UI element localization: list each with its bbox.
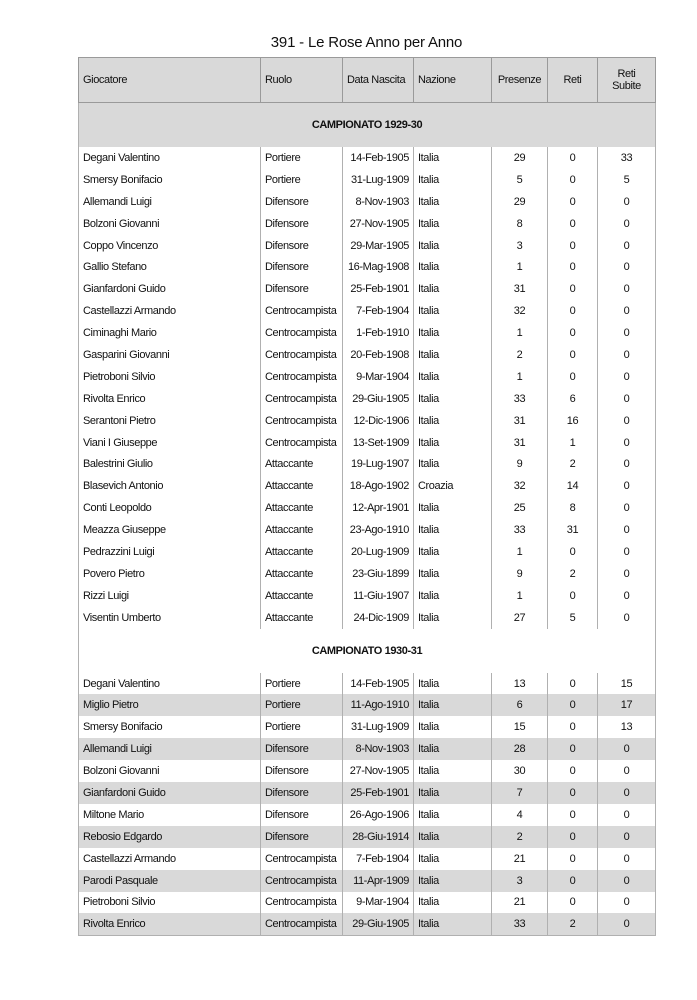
cell-giocatore: Castellazzi Armando bbox=[79, 848, 261, 870]
cell-reti-subite: 0 bbox=[598, 563, 656, 585]
cell-ruolo: Centrocampista bbox=[261, 913, 343, 935]
cell-reti-subite: 0 bbox=[598, 541, 656, 563]
cell-data-nascita: 14-Feb-1905 bbox=[343, 147, 414, 169]
cell-nazione: Italia bbox=[414, 782, 492, 804]
table-row bbox=[79, 607, 656, 629]
cell-giocatore: Smersy Bonifacio bbox=[79, 716, 261, 738]
cell-reti: 16 bbox=[548, 410, 598, 432]
cell-giocatore: Povero Pietro bbox=[79, 563, 261, 585]
cell-presenze: 1 bbox=[492, 256, 548, 278]
cell-ruolo: Attaccante bbox=[261, 563, 343, 585]
cell-nazione: Italia bbox=[414, 453, 492, 475]
cell-presenze: 6 bbox=[492, 694, 548, 716]
cell-presenze: 8 bbox=[492, 213, 548, 235]
cell-data-nascita: 25-Feb-1901 bbox=[343, 278, 414, 300]
cell-nazione: Italia bbox=[414, 169, 492, 191]
cell-nazione: Italia bbox=[414, 278, 492, 300]
cell-presenze: 32 bbox=[492, 475, 548, 497]
cell-reti: 0 bbox=[548, 366, 598, 388]
cell-nazione: Italia bbox=[414, 322, 492, 344]
table-row bbox=[79, 716, 656, 738]
cell-reti-subite: 13 bbox=[598, 716, 656, 738]
table-row bbox=[79, 191, 656, 213]
cell-reti-subite: 33 bbox=[598, 147, 656, 169]
cell-reti: 0 bbox=[548, 826, 598, 848]
cell-reti: 0 bbox=[548, 147, 598, 169]
cell-ruolo: Difensore bbox=[261, 782, 343, 804]
cell-ruolo: Difensore bbox=[261, 235, 343, 257]
cell-reti-subite: 0 bbox=[598, 738, 656, 760]
cell-giocatore: Rivolta Enrico bbox=[79, 913, 261, 935]
cell-nazione: Italia bbox=[414, 366, 492, 388]
cell-nazione: Italia bbox=[414, 256, 492, 278]
cell-reti-subite: 0 bbox=[598, 870, 656, 892]
cell-ruolo: Difensore bbox=[261, 738, 343, 760]
cell-reti: 0 bbox=[548, 760, 598, 782]
table-row bbox=[79, 147, 656, 169]
cell-giocatore: Allemandi Luigi bbox=[79, 191, 261, 213]
cell-reti-subite: 0 bbox=[598, 497, 656, 519]
cell-nazione: Italia bbox=[414, 235, 492, 257]
cell-giocatore: Blasevich Antonio bbox=[79, 475, 261, 497]
cell-data-nascita: 9-Mar-1904 bbox=[343, 892, 414, 914]
cell-ruolo: Centrocampista bbox=[261, 848, 343, 870]
cell-giocatore: Degani Valentino bbox=[79, 147, 261, 169]
cell-ruolo: Portiere bbox=[261, 147, 343, 169]
cell-reti: 5 bbox=[548, 607, 598, 629]
cell-data-nascita: 11-Giu-1907 bbox=[343, 585, 414, 607]
cell-reti-subite: 0 bbox=[598, 410, 656, 432]
cell-presenze: 9 bbox=[492, 453, 548, 475]
cell-ruolo: Portiere bbox=[261, 716, 343, 738]
table-row bbox=[79, 585, 656, 607]
cell-giocatore: Pietroboni Silvio bbox=[79, 892, 261, 914]
cell-giocatore: Serantoni Pietro bbox=[79, 410, 261, 432]
table-row bbox=[79, 256, 656, 278]
cell-reti: 0 bbox=[548, 673, 598, 695]
cell-data-nascita: 29-Giu-1905 bbox=[343, 913, 414, 935]
cell-data-nascita: 29-Mar-1905 bbox=[343, 235, 414, 257]
cell-data-nascita: 7-Feb-1904 bbox=[343, 300, 414, 322]
table-row bbox=[79, 278, 656, 300]
cell-giocatore: Gianfardoni Guido bbox=[79, 278, 261, 300]
cell-reti: 0 bbox=[548, 300, 598, 322]
table-row bbox=[79, 344, 656, 366]
cell-reti-subite: 0 bbox=[598, 432, 656, 454]
cell-presenze: 29 bbox=[492, 191, 548, 213]
table-row bbox=[79, 673, 656, 695]
cell-presenze: 31 bbox=[492, 432, 548, 454]
cell-ruolo: Difensore bbox=[261, 191, 343, 213]
cell-nazione: Italia bbox=[414, 892, 492, 914]
cell-ruolo: Difensore bbox=[261, 278, 343, 300]
cell-giocatore: Miglio Pietro bbox=[79, 694, 261, 716]
cell-reti-subite: 0 bbox=[598, 366, 656, 388]
cell-reti-subite: 0 bbox=[598, 191, 656, 213]
cell-data-nascita: 20-Lug-1909 bbox=[343, 541, 414, 563]
cell-nazione: Italia bbox=[414, 585, 492, 607]
table-row bbox=[79, 475, 656, 497]
cell-giocatore: Balestrini Giulio bbox=[79, 453, 261, 475]
table-row bbox=[79, 738, 656, 760]
cell-presenze: 33 bbox=[492, 388, 548, 410]
cell-reti-subite: 0 bbox=[598, 585, 656, 607]
header-reti: Reti bbox=[548, 58, 598, 103]
cell-data-nascita: 29-Giu-1905 bbox=[343, 388, 414, 410]
cell-data-nascita: 8-Nov-1903 bbox=[343, 191, 414, 213]
cell-nazione: Italia bbox=[414, 760, 492, 782]
cell-giocatore: Coppo Vincenzo bbox=[79, 235, 261, 257]
cell-ruolo: Attaccante bbox=[261, 453, 343, 475]
cell-reti-subite: 5 bbox=[598, 169, 656, 191]
cell-data-nascita: 9-Mar-1904 bbox=[343, 366, 414, 388]
cell-reti: 0 bbox=[548, 169, 598, 191]
cell-presenze: 1 bbox=[492, 322, 548, 344]
cell-ruolo: Centrocampista bbox=[261, 388, 343, 410]
cell-ruolo: Portiere bbox=[261, 694, 343, 716]
cell-reti: 2 bbox=[548, 563, 598, 585]
season-header-row bbox=[79, 103, 656, 148]
table-row bbox=[79, 410, 656, 432]
season-title: CAMPIONATO 1929-30 bbox=[79, 103, 656, 148]
cell-reti: 0 bbox=[548, 870, 598, 892]
cell-presenze: 5 bbox=[492, 169, 548, 191]
page-title: 391 - Le Rose Anno per Anno bbox=[270, 34, 463, 51]
header-nazione: Nazione bbox=[414, 58, 492, 103]
cell-giocatore: Ciminaghi Mario bbox=[79, 322, 261, 344]
table-header-row bbox=[79, 58, 656, 103]
cell-nazione: Italia bbox=[414, 497, 492, 519]
cell-reti-subite: 0 bbox=[598, 213, 656, 235]
cell-nazione: Italia bbox=[414, 344, 492, 366]
cell-data-nascita: 31-Lug-1909 bbox=[343, 716, 414, 738]
cell-giocatore: Rivolta Enrico bbox=[79, 388, 261, 410]
cell-reti: 0 bbox=[548, 848, 598, 870]
cell-giocatore: Meazza Giuseppe bbox=[79, 519, 261, 541]
cell-giocatore: Gasparini Giovanni bbox=[79, 344, 261, 366]
cell-data-nascita: 27-Nov-1905 bbox=[343, 213, 414, 235]
cell-nazione: Italia bbox=[414, 300, 492, 322]
cell-data-nascita: 20-Feb-1908 bbox=[343, 344, 414, 366]
cell-ruolo: Centrocampista bbox=[261, 366, 343, 388]
cell-data-nascita: 7-Feb-1904 bbox=[343, 848, 414, 870]
cell-reti-subite: 0 bbox=[598, 913, 656, 935]
cell-ruolo: Centrocampista bbox=[261, 410, 343, 432]
cell-giocatore: Degani Valentino bbox=[79, 673, 261, 695]
cell-giocatore: Miltone Mario bbox=[79, 804, 261, 826]
cell-reti-subite: 0 bbox=[598, 607, 656, 629]
table-row bbox=[79, 235, 656, 257]
cell-presenze: 31 bbox=[492, 278, 548, 300]
cell-ruolo: Attaccante bbox=[261, 475, 343, 497]
cell-ruolo: Difensore bbox=[261, 256, 343, 278]
cell-reti: 0 bbox=[548, 256, 598, 278]
cell-giocatore: Allemandi Luigi bbox=[79, 738, 261, 760]
cell-reti: 8 bbox=[548, 497, 598, 519]
cell-presenze: 2 bbox=[492, 344, 548, 366]
cell-nazione: Italia bbox=[414, 147, 492, 169]
season-title: CAMPIONATO 1930-31 bbox=[79, 629, 656, 673]
cell-data-nascita: 26-Ago-1906 bbox=[343, 804, 414, 826]
cell-giocatore: Rizzi Luigi bbox=[79, 585, 261, 607]
cell-nazione: Italia bbox=[414, 607, 492, 629]
header-data-nascita: Data Nascita bbox=[343, 58, 414, 103]
cell-presenze: 4 bbox=[492, 804, 548, 826]
cell-presenze: 1 bbox=[492, 541, 548, 563]
cell-presenze: 31 bbox=[492, 410, 548, 432]
cell-reti-subite: 17 bbox=[598, 694, 656, 716]
table-row bbox=[79, 213, 656, 235]
table-row bbox=[79, 300, 656, 322]
cell-reti: 0 bbox=[548, 694, 598, 716]
cell-reti-subite: 0 bbox=[598, 848, 656, 870]
cell-data-nascita: 11-Apr-1909 bbox=[343, 870, 414, 892]
cell-nazione: Italia bbox=[414, 848, 492, 870]
cell-presenze: 29 bbox=[492, 147, 548, 169]
cell-giocatore: Parodi Pasquale bbox=[79, 870, 261, 892]
cell-reti: 1 bbox=[548, 432, 598, 454]
cell-data-nascita: 25-Feb-1901 bbox=[343, 782, 414, 804]
cell-reti: 0 bbox=[548, 278, 598, 300]
cell-nazione: Italia bbox=[414, 913, 492, 935]
table-row bbox=[79, 519, 656, 541]
cell-presenze: 27 bbox=[492, 607, 548, 629]
cell-giocatore: Bolzoni Giovanni bbox=[79, 760, 261, 782]
cell-presenze: 3 bbox=[492, 235, 548, 257]
table-row bbox=[79, 388, 656, 410]
cell-giocatore: Rebosio Edgardo bbox=[79, 826, 261, 848]
cell-data-nascita: 18-Ago-1902 bbox=[343, 475, 414, 497]
cell-data-nascita: 12-Apr-1901 bbox=[343, 497, 414, 519]
cell-data-nascita: 19-Lug-1907 bbox=[343, 453, 414, 475]
cell-reti: 0 bbox=[548, 213, 598, 235]
cell-reti-subite: 0 bbox=[598, 760, 656, 782]
cell-ruolo: Difensore bbox=[261, 804, 343, 826]
cell-giocatore: Gianfardoni Guido bbox=[79, 782, 261, 804]
table-row bbox=[79, 453, 656, 475]
cell-reti-subite: 0 bbox=[598, 475, 656, 497]
header-ruolo: Ruolo bbox=[261, 58, 343, 103]
header-giocatore: Giocatore bbox=[79, 58, 261, 103]
cell-reti-subite: 0 bbox=[598, 804, 656, 826]
season-header-row bbox=[79, 629, 656, 673]
cell-data-nascita: 23-Ago-1910 bbox=[343, 519, 414, 541]
cell-data-nascita: 13-Set-1909 bbox=[343, 432, 414, 454]
cell-nazione: Italia bbox=[414, 738, 492, 760]
table-row bbox=[79, 826, 656, 848]
cell-presenze: 13 bbox=[492, 673, 548, 695]
cell-nazione: Italia bbox=[414, 563, 492, 585]
cell-reti: 2 bbox=[548, 453, 598, 475]
cell-nazione: Italia bbox=[414, 213, 492, 235]
cell-ruolo: Centrocampista bbox=[261, 892, 343, 914]
cell-ruolo: Attaccante bbox=[261, 585, 343, 607]
cell-presenze: 7 bbox=[492, 782, 548, 804]
cell-giocatore: Conti Leopoldo bbox=[79, 497, 261, 519]
cell-data-nascita: 31-Lug-1909 bbox=[343, 169, 414, 191]
cell-presenze: 21 bbox=[492, 848, 548, 870]
cell-reti-subite: 0 bbox=[598, 344, 656, 366]
cell-data-nascita: 11-Ago-1910 bbox=[343, 694, 414, 716]
cell-ruolo: Centrocampista bbox=[261, 322, 343, 344]
cell-presenze: 30 bbox=[492, 760, 548, 782]
cell-reti: 0 bbox=[548, 235, 598, 257]
cell-nazione: Italia bbox=[414, 804, 492, 826]
table-row bbox=[79, 169, 656, 191]
cell-ruolo: Centrocampista bbox=[261, 432, 343, 454]
cell-presenze: 33 bbox=[492, 913, 548, 935]
header-reti-subite: Reti Subite bbox=[598, 58, 656, 103]
cell-ruolo: Difensore bbox=[261, 760, 343, 782]
cell-reti: 0 bbox=[548, 738, 598, 760]
cell-nazione: Italia bbox=[414, 388, 492, 410]
table-row bbox=[79, 563, 656, 585]
cell-reti-subite: 0 bbox=[598, 388, 656, 410]
cell-giocatore: Bolzoni Giovanni bbox=[79, 213, 261, 235]
cell-giocatore: Visentin Umberto bbox=[79, 607, 261, 629]
cell-nazione: Italia bbox=[414, 870, 492, 892]
table-row bbox=[79, 694, 656, 716]
table-row bbox=[79, 892, 656, 914]
cell-reti-subite: 0 bbox=[598, 256, 656, 278]
cell-nazione: Italia bbox=[414, 410, 492, 432]
table-row bbox=[79, 782, 656, 804]
cell-nazione: Italia bbox=[414, 694, 492, 716]
cell-ruolo: Centrocampista bbox=[261, 870, 343, 892]
cell-presenze: 33 bbox=[492, 519, 548, 541]
cell-nazione: Italia bbox=[414, 716, 492, 738]
cell-reti: 0 bbox=[548, 585, 598, 607]
cell-presenze: 1 bbox=[492, 585, 548, 607]
cell-ruolo: Attaccante bbox=[261, 607, 343, 629]
cell-data-nascita: 23-Giu-1899 bbox=[343, 563, 414, 585]
header-presenze: Presenze bbox=[492, 58, 548, 103]
cell-data-nascita: 12-Dic-1906 bbox=[343, 410, 414, 432]
cell-ruolo: Portiere bbox=[261, 169, 343, 191]
cell-ruolo: Portiere bbox=[261, 673, 343, 695]
table-row bbox=[79, 432, 656, 454]
cell-reti-subite: 0 bbox=[598, 235, 656, 257]
cell-reti: 0 bbox=[548, 716, 598, 738]
table-row bbox=[79, 497, 656, 519]
cell-nazione: Italia bbox=[414, 541, 492, 563]
cell-data-nascita: 14-Feb-1905 bbox=[343, 673, 414, 695]
cell-data-nascita: 8-Nov-1903 bbox=[343, 738, 414, 760]
cell-presenze: 15 bbox=[492, 716, 548, 738]
cell-reti-subite: 0 bbox=[598, 300, 656, 322]
table-row bbox=[79, 322, 656, 344]
cell-giocatore: Smersy Bonifacio bbox=[79, 169, 261, 191]
cell-presenze: 28 bbox=[492, 738, 548, 760]
cell-reti: 0 bbox=[548, 892, 598, 914]
cell-reti: 0 bbox=[548, 804, 598, 826]
cell-giocatore: Viani I Giuseppe bbox=[79, 432, 261, 454]
table-row bbox=[79, 870, 656, 892]
cell-nazione: Italia bbox=[414, 432, 492, 454]
cell-nazione: Italia bbox=[414, 519, 492, 541]
cell-presenze: 32 bbox=[492, 300, 548, 322]
cell-nazione: Italia bbox=[414, 826, 492, 848]
cell-ruolo: Difensore bbox=[261, 213, 343, 235]
table-row bbox=[79, 913, 656, 935]
cell-reti: 6 bbox=[548, 388, 598, 410]
cell-data-nascita: 24-Dic-1909 bbox=[343, 607, 414, 629]
cell-giocatore: Pedrazzini Luigi bbox=[79, 541, 261, 563]
cell-giocatore: Castellazzi Armando bbox=[79, 300, 261, 322]
cell-reti-subite: 0 bbox=[598, 519, 656, 541]
cell-presenze: 3 bbox=[492, 870, 548, 892]
cell-data-nascita: 28-Giu-1914 bbox=[343, 826, 414, 848]
roster-table bbox=[78, 57, 656, 936]
cell-reti: 31 bbox=[548, 519, 598, 541]
cell-data-nascita: 1-Feb-1910 bbox=[343, 322, 414, 344]
cell-presenze: 2 bbox=[492, 826, 548, 848]
table-row bbox=[79, 848, 656, 870]
cell-reti: 0 bbox=[548, 541, 598, 563]
cell-reti-subite: 0 bbox=[598, 782, 656, 804]
cell-ruolo: Attaccante bbox=[261, 497, 343, 519]
cell-giocatore: Gallio Stefano bbox=[79, 256, 261, 278]
table-row bbox=[79, 541, 656, 563]
cell-giocatore: Pietroboni Silvio bbox=[79, 366, 261, 388]
cell-reti-subite: 0 bbox=[598, 322, 656, 344]
cell-ruolo: Attaccante bbox=[261, 541, 343, 563]
cell-reti: 2 bbox=[548, 913, 598, 935]
table-body bbox=[79, 103, 656, 936]
cell-data-nascita: 27-Nov-1905 bbox=[343, 760, 414, 782]
table-row bbox=[79, 366, 656, 388]
cell-reti: 0 bbox=[548, 191, 598, 213]
table-row bbox=[79, 804, 656, 826]
cell-nazione: Italia bbox=[414, 673, 492, 695]
cell-nazione: Croazia bbox=[414, 475, 492, 497]
cell-reti-subite: 0 bbox=[598, 892, 656, 914]
cell-reti: 14 bbox=[548, 475, 598, 497]
cell-nazione: Italia bbox=[414, 191, 492, 213]
cell-reti-subite: 0 bbox=[598, 453, 656, 475]
cell-data-nascita: 16-Mag-1908 bbox=[343, 256, 414, 278]
cell-presenze: 21 bbox=[492, 892, 548, 914]
cell-presenze: 1 bbox=[492, 366, 548, 388]
cell-ruolo: Attaccante bbox=[261, 519, 343, 541]
cell-presenze: 9 bbox=[492, 563, 548, 585]
cell-reti: 0 bbox=[548, 782, 598, 804]
cell-ruolo: Centrocampista bbox=[261, 300, 343, 322]
cell-presenze: 25 bbox=[492, 497, 548, 519]
cell-ruolo: Centrocampista bbox=[261, 344, 343, 366]
cell-reti-subite: 0 bbox=[598, 826, 656, 848]
cell-reti-subite: 0 bbox=[598, 278, 656, 300]
cell-reti: 0 bbox=[548, 344, 598, 366]
cell-reti: 0 bbox=[548, 322, 598, 344]
table-row bbox=[79, 760, 656, 782]
cell-reti-subite: 15 bbox=[598, 673, 656, 695]
cell-ruolo: Difensore bbox=[261, 826, 343, 848]
